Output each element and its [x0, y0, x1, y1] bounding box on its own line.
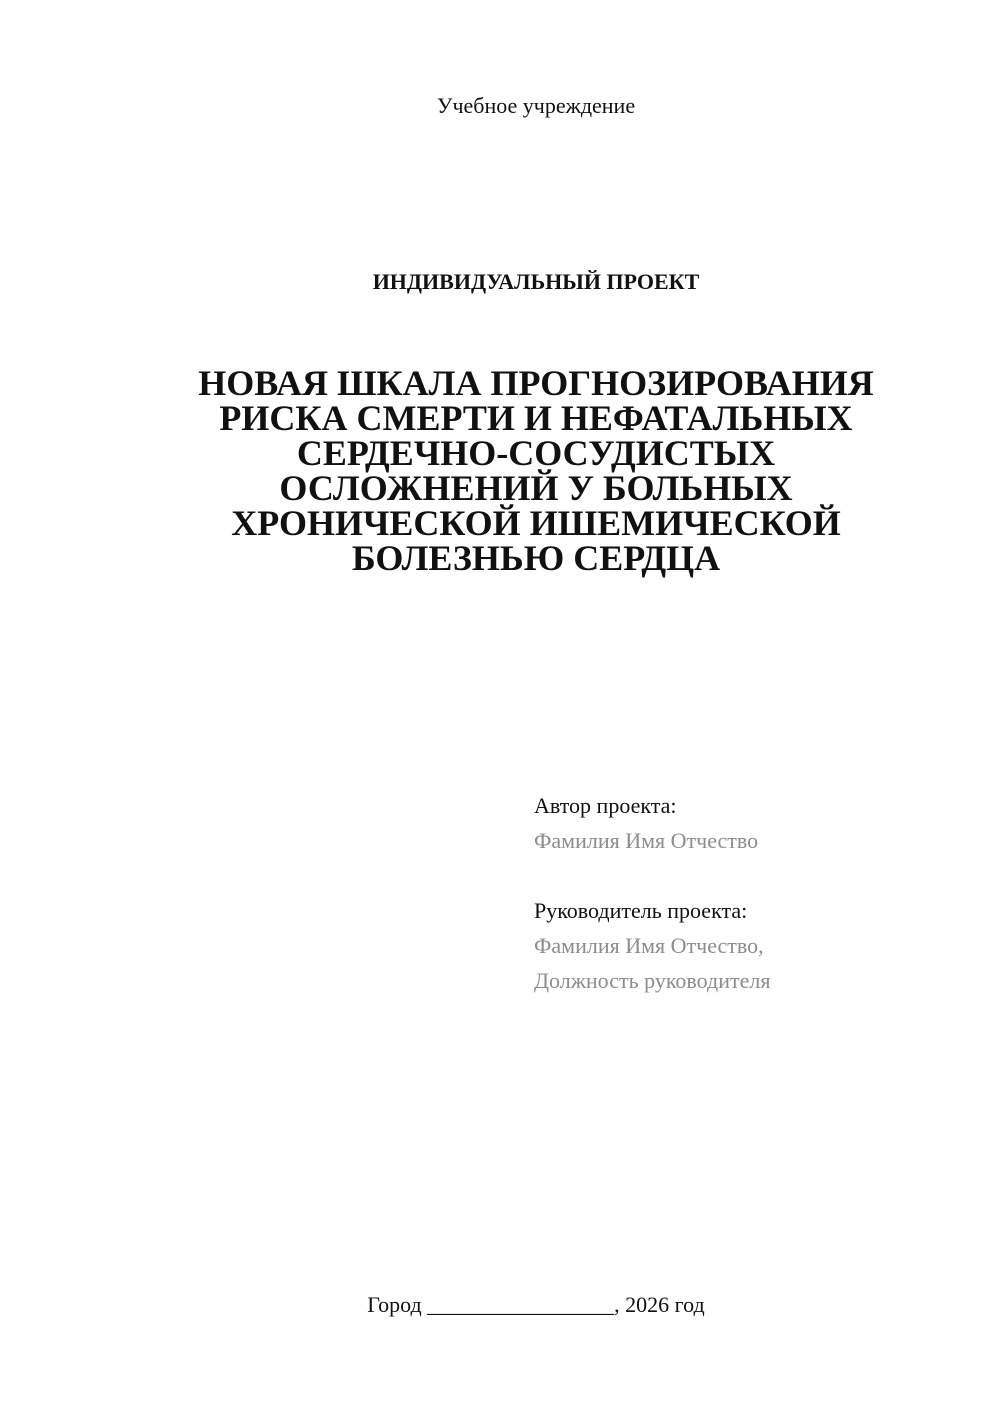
- title-line: БОЛЕЗНЬЮ СЕРДЦА: [351, 538, 721, 578]
- title-line: ОСЛОЖНЕНИЙ У БОЛЬНЫХ: [279, 468, 793, 508]
- city-year-line: Город _________________, 2026 год: [367, 1292, 705, 1317]
- institution-name: Учебное учреждение: [436, 93, 636, 118]
- supervisor-position: Должность руководителя: [534, 968, 771, 993]
- project-people: [534, 788, 974, 998]
- title-line: НОВАЯ ШКАЛА ПРОГНОЗИРОВАНИЯ: [198, 363, 874, 403]
- title-line: СЕРДЕЧНО-СОСУДИСТЫХ: [296, 433, 776, 473]
- document-type: ИНДИВИДУАЛЬНЫЙ ПРОЕКТ: [372, 269, 700, 294]
- spacer: [534, 858, 974, 893]
- title-line: РИСКА СМЕРТИ И НЕФАТАЛЬНЫХ: [219, 398, 853, 438]
- title-line: ХРОНИЧЕСКОЙ ИШЕМИЧЕСКОЙ: [231, 503, 841, 543]
- supervisor-name: Фамилия Имя Отчество,: [534, 933, 764, 958]
- supervisor-label: Руководитель проекта:: [534, 898, 748, 923]
- project-title: [160, 363, 912, 578]
- author-name: Фамилия Имя Отчество: [534, 828, 759, 853]
- author-label: Автор проекта:: [534, 793, 677, 818]
